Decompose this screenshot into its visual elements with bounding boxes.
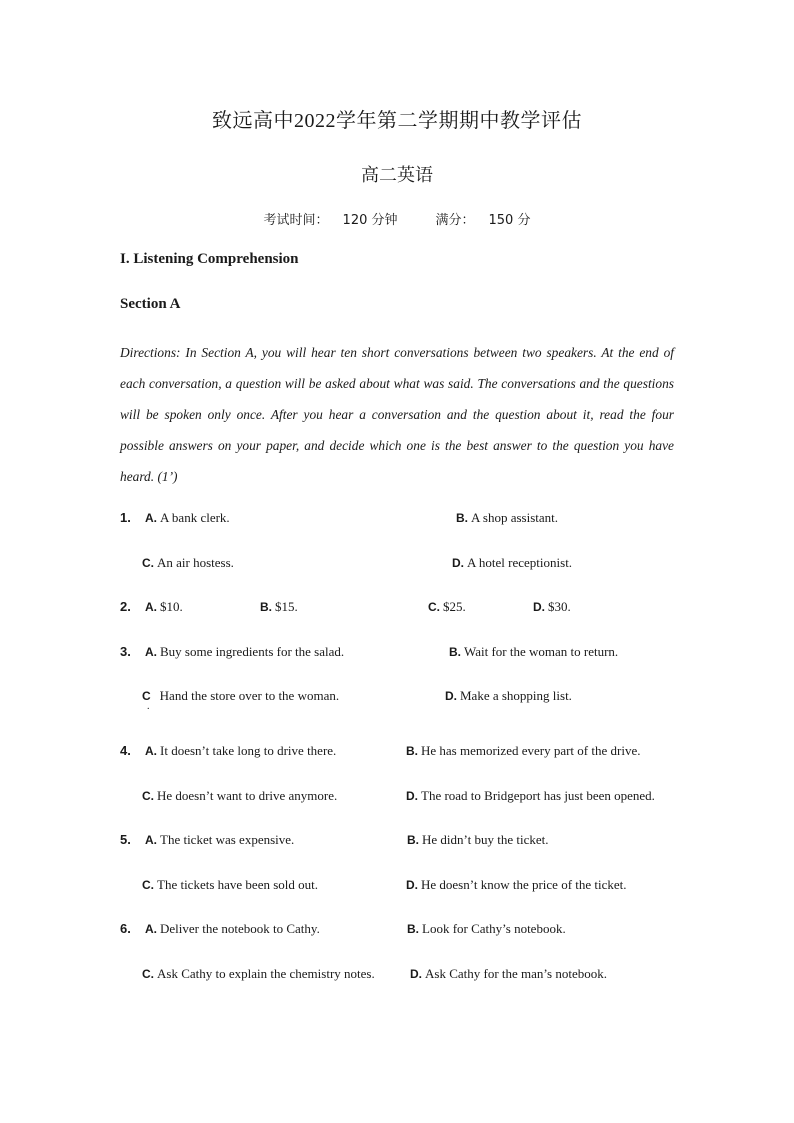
option-a: A. The ticket was expensive.	[145, 832, 295, 847]
option-c: C. An air hostess.	[142, 555, 234, 570]
option-d: D. Make a shopping list.	[445, 688, 572, 703]
part-title: I. Listening Comprehension	[120, 251, 299, 267]
option-c: C. Ask Cathy to explain the chemistry notes.	[142, 966, 375, 981]
option-a: A. Deliver the notebook to Cathy.	[145, 921, 320, 936]
score-label: 满分：	[435, 213, 475, 228]
option-c: C. The tickets have been sold out.	[142, 877, 319, 892]
time-value: 120 分钟	[342, 213, 398, 228]
option-d: D. He doesn’t know the price of the ticket.	[406, 877, 627, 892]
option-c: C. He doesn’t want to drive anymore.	[142, 788, 338, 803]
exam-meta	[0, 209, 794, 228]
option-a: A. It doesn’t take long to drive there.	[145, 743, 337, 758]
option-c: C. $25.	[428, 599, 466, 614]
stray-dot: .	[147, 701, 150, 712]
option-b: B. A shop assistant.	[456, 510, 559, 525]
question-number: 6.	[120, 921, 131, 936]
option-b: B. $15.	[260, 599, 298, 614]
exam-subject: 高二英语	[361, 165, 433, 185]
directions-text: Directions: In Section A, you will hear ten short conversations between two speakers. At the end of each conversation, a question will be asked about what was said. The conversations and the questions will be spoken only once. After you hear a conversation and the question about it, read the four possible answers on your paper, and decide which one is the best answer to the question you have heard. (1’)	[120, 345, 674, 484]
option-d: D. $30.	[533, 599, 571, 614]
section-title: Section A	[120, 296, 181, 312]
option-d: D. A hotel receptionist.	[452, 555, 573, 570]
option-a: A. A bank clerk.	[145, 510, 230, 525]
option-b: B. He didn’t buy the ticket.	[407, 832, 549, 847]
option-b: B. He has memorized every part of the drive.	[406, 743, 641, 758]
option-d: D. Ask Cathy for the man’s notebook.	[410, 966, 607, 981]
question-number: 2.	[120, 599, 131, 614]
exam-title: 致远高中2022学年第二学期期中教学评估	[212, 110, 582, 132]
score-value: 150 分	[488, 213, 531, 228]
option-b: B. Look for Cathy’s notebook.	[407, 921, 566, 936]
option-d: D. The road to Bridgeport has just been opened.	[406, 788, 655, 803]
option-a: A. $10.	[145, 599, 183, 614]
option-c: C Hand the store over to the woman.	[142, 688, 340, 703]
option-a: A. Buy some ingredients for the salad.	[145, 644, 345, 659]
time-label: 考试时间：	[263, 213, 329, 228]
option-b: B. Wait for the woman to return.	[449, 644, 619, 659]
question-number: 3.	[120, 644, 131, 659]
question-number: 5.	[120, 832, 131, 847]
question-number: 1.	[120, 510, 131, 525]
question-number: 4.	[120, 743, 131, 758]
